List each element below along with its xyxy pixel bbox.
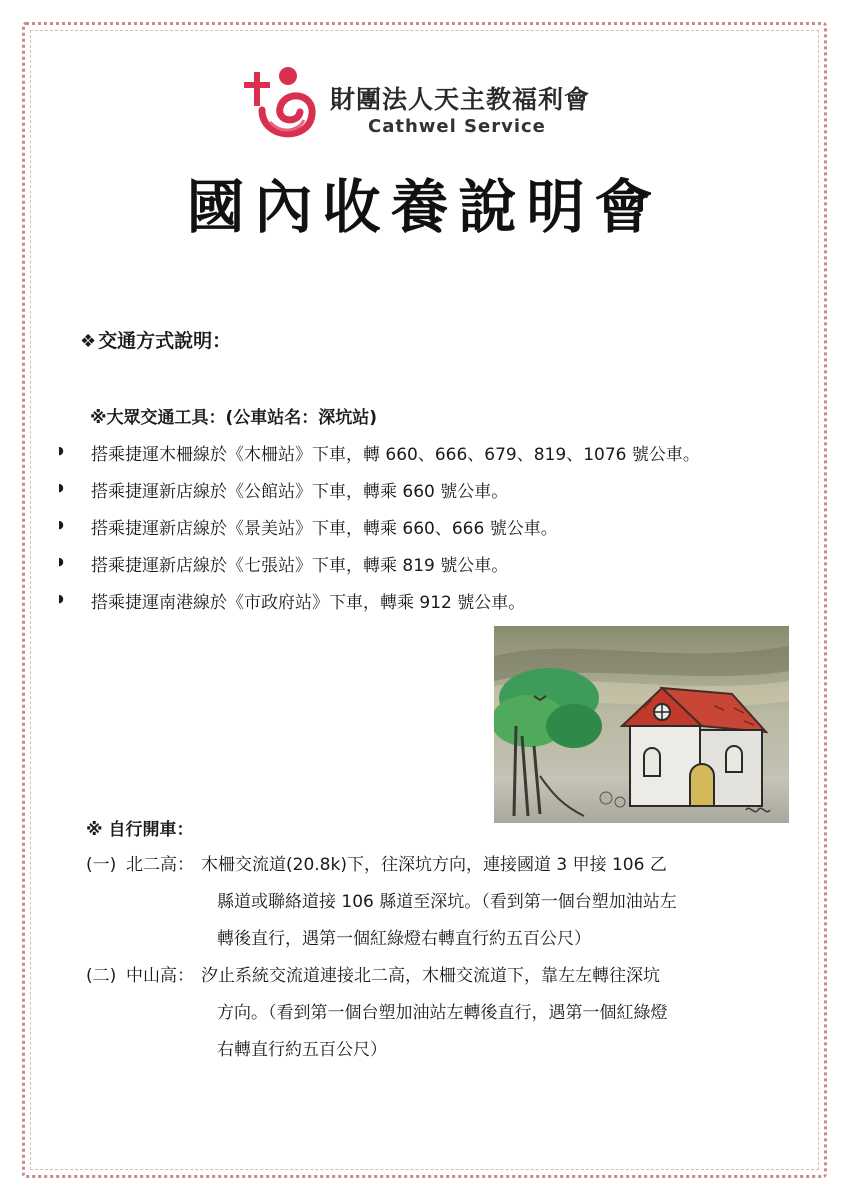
bus-route-text: 搭乘捷運木柵線於《木柵站》下車，轉 660、666、679、819、1076 號公車。 [91,445,700,465]
cross-heart-logo-icon [240,62,320,150]
transport-heading [80,326,231,353]
route-line: 木柵交流道(20.8k)下，往深坑方向，連接國道 3 甲接 106 乙 [201,855,667,875]
bullet-icon: ◗ [58,518,64,531]
public-transport-label: ※大眾交通工具：(公車站名：深坑站) [90,408,378,428]
bullet-icon: ◗ [58,555,64,568]
route-line: 縣道或聯絡道接 106 縣道至深坑。（看到第一個台塑加油站左 [217,892,677,912]
transport-heading-text: 交通方式說明： [98,330,232,352]
route-name: 北二高： [126,855,194,875]
organization-name: 財團法人天主教福利會 [330,85,591,114]
bullet-icon: ◗ [58,592,64,605]
bus-route-text: 搭乘捷運新店線於《景美站》下車，轉乘 660、666 號公車。 [91,519,558,539]
driving-label: ※ 自行開車： [86,820,194,840]
page-title: 國內收養說明會 [186,173,663,241]
bus-route-text: 搭乘捷運新店線於《七張站》下車，轉乘 819 號公車。 [91,556,509,576]
bullet-icon: ◗ [58,444,64,457]
organization-logo [240,62,620,152]
route-line: 轉後直行，遇第一個紅綠燈右轉直行約五百公尺） [217,929,591,949]
route-line: 方向。（看到第一個台塑加油站左轉後直行，遇第一個紅綠燈 [217,1003,668,1023]
route-number: (二) [86,966,117,986]
bullet-icon: ◗ [58,481,64,494]
house-painting [494,626,789,823]
bus-route-text: 搭乘捷運新店線於《公館站》下車，轉乘 660 號公車。 [91,482,509,502]
route-number: (一) [86,855,117,875]
route-name: 中山高： [126,966,194,986]
diamond-icon: ❖ [80,331,97,352]
bus-route-text: 搭乘捷運南港線於《市政府站》下車，轉乘 912 號公車。 [91,593,526,613]
organization-name-english: Cathwel Service [368,116,546,137]
route-line: 右轉直行約五百公尺） [217,1040,387,1060]
route-line: 汐止系統交流道連接北二高，木柵交流道下，靠左左轉往深坑 [201,966,660,986]
